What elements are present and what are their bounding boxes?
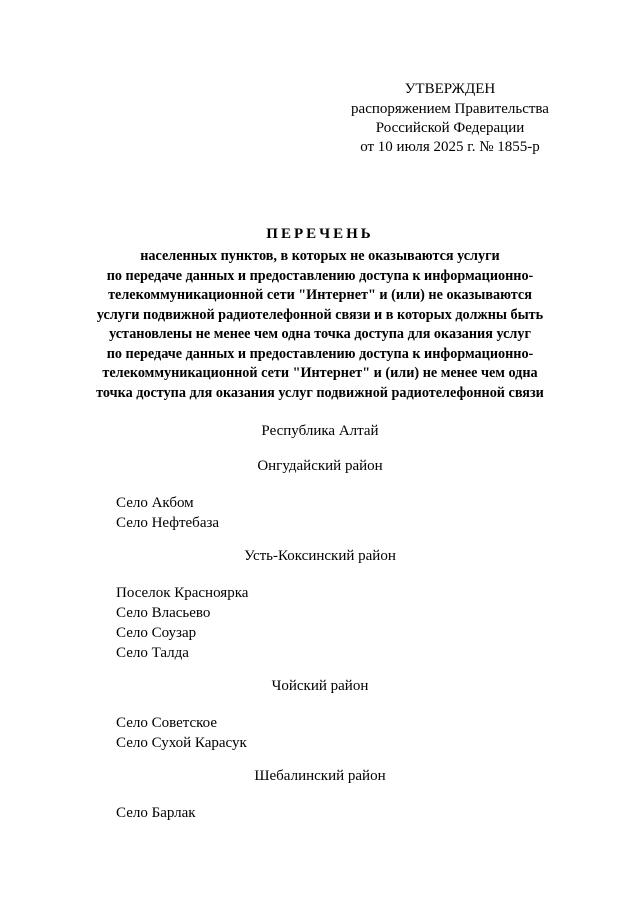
settlement-item: Село Власьево (116, 605, 211, 621)
settlement-item: Село Соузар (116, 625, 197, 641)
document-title: ПЕРЕЧЕНЬ (266, 226, 374, 242)
settlement-item: Поселок Красноярка (116, 585, 249, 601)
settlement-list (116, 803, 196, 823)
settlement-list (116, 583, 248, 663)
district-heading: Чойский район (271, 678, 369, 694)
approval-stamp: УТВЕРЖДЕН (404, 81, 496, 97)
district-heading: Усть-Коксинский район (244, 548, 396, 564)
republic-heading: Республика Алтай (261, 423, 379, 439)
subtitle-line: точка доступа для оказания услуг подвижной радиотелефонной связи (96, 384, 544, 401)
approval-block (330, 80, 570, 157)
settlement-list (116, 493, 219, 533)
settlement-item: Село Советское (116, 715, 218, 731)
approval-line: Российской Федерации (375, 120, 525, 136)
subtitle-line: телекоммуникационной сети "Интернет" и (или) не менее чем одна (102, 365, 538, 381)
district-heading: Онгудайский район (257, 458, 383, 474)
subtitle-line: установлены не менее чем одна точка доступа для оказания услуг (109, 326, 531, 342)
document-subtitle (60, 247, 580, 403)
approval-line: от 10 июля 2025 г. № 1855-р (360, 139, 540, 155)
subtitle-line: по передаче данных и предоставлению доступа к информационно- (106, 267, 534, 284)
subtitle-line: услуги подвижной радиотелефонной связи и в которых должны быть (96, 306, 544, 323)
settlement-item: Село Барлак (116, 805, 196, 821)
subtitle-line: телекоммуникационной сети "Интернет" и (или) не оказываются (108, 287, 532, 303)
subtitle-line: населенных пунктов, в которых не оказываются услуги (140, 248, 500, 264)
settlement-item: Село Акбом (116, 495, 194, 511)
approval-line: распоряжением Правительства (351, 101, 549, 117)
settlement-item: Село Нефтебаза (116, 515, 220, 531)
settlement-list (116, 713, 247, 753)
subtitle-line: по передаче данных и предоставлению доступа к информационно- (106, 345, 534, 362)
settlement-item: Село Талда (116, 645, 189, 661)
settlement-item: Село Сухой Карасук (116, 735, 247, 751)
district-heading: Шебалинский район (254, 768, 386, 784)
